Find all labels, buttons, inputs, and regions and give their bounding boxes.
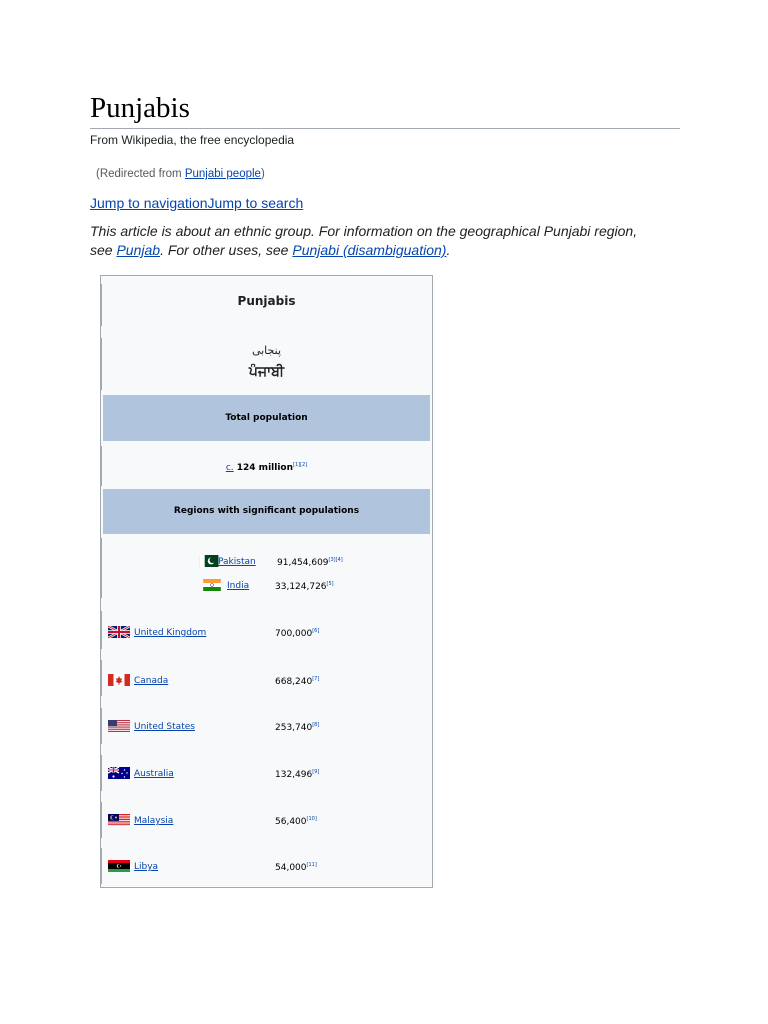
infobox [100, 275, 433, 888]
redirect-link[interactable]: Punjabi people [184, 168, 261, 180]
citation-link[interactable]: [1][2] [293, 462, 308, 468]
population-number: 56,400 [275, 817, 307, 827]
population-number: 700,000 [275, 629, 313, 639]
hatnote-text: This article is about an ethnic group. For information on the geographical Punjabi region, see [90, 223, 638, 258]
jump-links [90, 195, 303, 211]
canada-flag-icon [108, 674, 130, 686]
punjab-link[interactable]: Punjab [116, 242, 161, 258]
regions-header: Regions with significant populations [103, 489, 430, 534]
population-value [275, 628, 319, 639]
citation-link[interactable]: [8] [312, 722, 320, 728]
country-link-australia[interactable]: Australia [134, 769, 174, 779]
citation-link[interactable]: [6] [312, 628, 320, 634]
citation-link[interactable]: [10] [306, 816, 317, 822]
libya-flag-icon [108, 860, 130, 872]
country-link-libya[interactable]: Libya [134, 862, 159, 872]
citation-link[interactable]: [11] [306, 862, 317, 868]
us-flag-icon [108, 720, 130, 732]
population-value [275, 862, 317, 873]
jump-to-navigation-link[interactable]: Jump to navigation [90, 195, 208, 211]
country-link-united-kingdom[interactable]: United Kingdom [134, 628, 207, 638]
population-value [277, 557, 343, 568]
total-population-value [101, 462, 432, 473]
infobox-divider [101, 611, 102, 649]
jump-to-search-link[interactable]: Jump to search [207, 195, 304, 211]
country-link-india[interactable]: India [227, 581, 250, 591]
infobox-divider [101, 660, 102, 696]
total-population-header: Total population [103, 395, 430, 441]
infobox-title: Punjabis [237, 294, 296, 308]
redirect-prefix: (Redirected from [96, 168, 185, 180]
hatnote-text: . For other uses, see [160, 242, 293, 258]
country-link-pakistan[interactable]: Pakistan [218, 557, 256, 567]
infobox-divider [101, 708, 102, 744]
infobox-divider [101, 848, 102, 884]
population-value [275, 581, 334, 592]
site-tagline: From Wikipedia, the free encyclopedia [90, 133, 295, 147]
malaysia-flag-icon [108, 814, 130, 826]
population-value [275, 722, 319, 733]
infobox-divider [101, 802, 102, 838]
native-name-gurmukhi: ਪੰਜਾਬੀ [248, 364, 285, 380]
redirect-notice [96, 168, 265, 180]
hatnote [90, 222, 650, 260]
country-link-united-states[interactable]: United States [134, 722, 195, 732]
population-number: 253,740 [275, 723, 313, 733]
hatnote-text: . [446, 242, 451, 258]
redirect-suffix: ) [260, 168, 265, 180]
infobox-divider [101, 755, 102, 791]
population-number: 33,124,726 [275, 582, 327, 592]
australia-flag-icon [108, 767, 130, 779]
uk-flag-icon [108, 626, 130, 638]
circa-link[interactable]: c. [225, 463, 234, 473]
india-flag-icon [201, 579, 223, 591]
population-value [275, 676, 319, 687]
citation-link[interactable]: [9] [312, 769, 320, 775]
population-value [275, 769, 319, 780]
infobox-divider [101, 538, 102, 598]
population-number: 132,496 [275, 770, 313, 780]
country-link-canada[interactable]: Canada [134, 676, 169, 686]
population-number: 91,454,609 [277, 558, 329, 568]
native-name-shahmukhi: پنجابی [251, 344, 282, 357]
population-value [275, 816, 317, 827]
citation-link[interactable]: [3][4] [328, 557, 343, 563]
total-value: 124 million [236, 463, 293, 473]
citation-link[interactable]: [7] [312, 676, 320, 682]
country-link-malaysia[interactable]: Malaysia [134, 816, 174, 826]
page-title: Punjabis [90, 88, 680, 129]
disambiguation-link[interactable]: Punjabi (disambiguation) [292, 242, 447, 258]
citation-link[interactable]: [5] [326, 581, 334, 587]
population-number: 54,000 [275, 863, 307, 873]
population-number: 668,240 [275, 677, 313, 687]
pakistan-flag-icon [198, 555, 220, 567]
